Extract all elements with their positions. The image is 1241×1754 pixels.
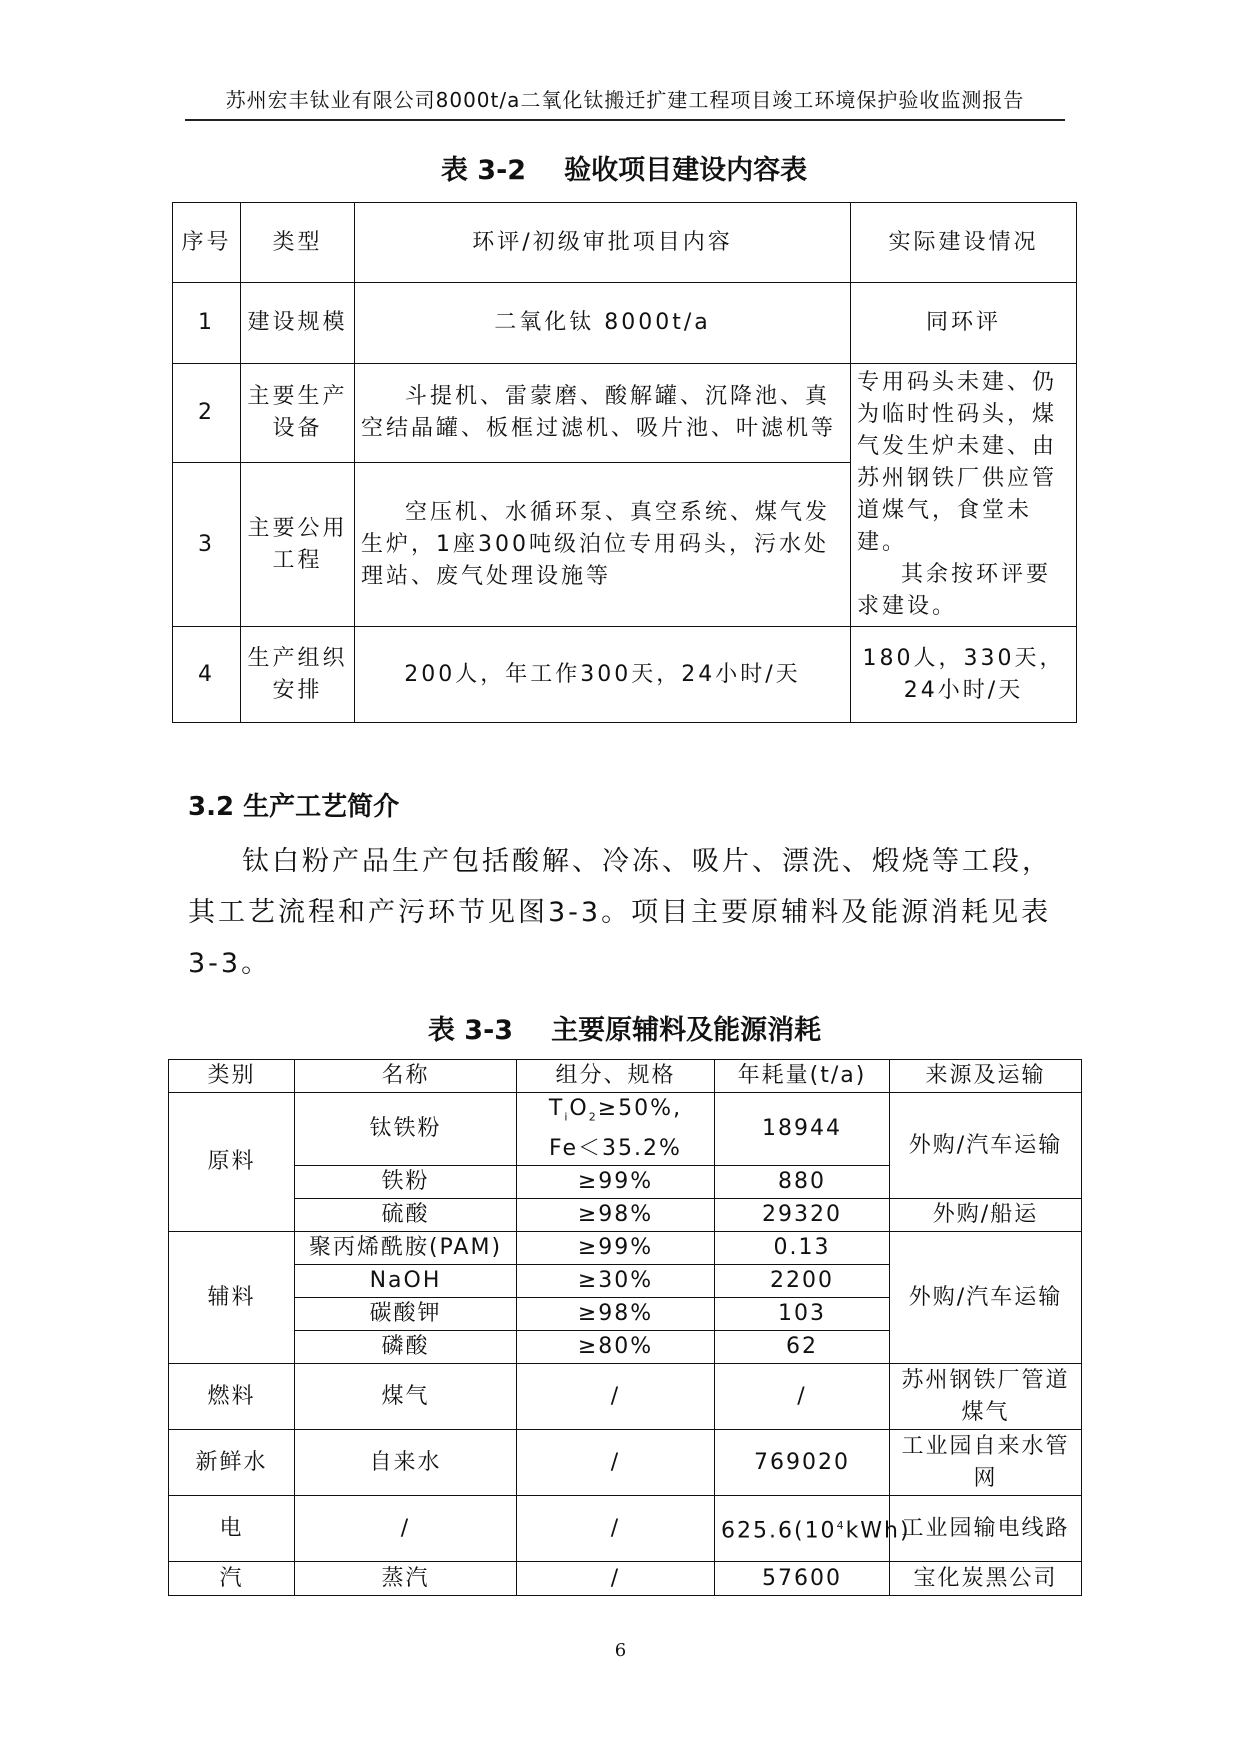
- category-raw: 原料: [169, 1093, 295, 1232]
- table-row: [173, 364, 1077, 463]
- material-name: NaOH: [295, 1265, 517, 1298]
- category: 汽: [169, 1562, 295, 1596]
- header-actual: 实际建设情况: [851, 203, 1077, 283]
- row-seq: 4: [173, 627, 241, 723]
- section-paragraph: 钛白粉产品生产包括酸解、冷冻、吸片、漂洗、煅烧等工段，其工艺流程和产污环节见图3-3。项目主要原辅料及能源消耗见表3-3。: [188, 846, 1052, 979]
- table-row: [169, 1562, 1082, 1596]
- spec-sub: 2: [588, 1110, 598, 1124]
- material-source: 工业园输电线路: [890, 1496, 1082, 1562]
- material-amount: 2200: [715, 1265, 890, 1298]
- amount-part: kWh): [845, 1518, 911, 1544]
- material-source: 工业园自来水管网: [890, 1430, 1082, 1496]
- material-name: 钛铁粉: [295, 1093, 517, 1166]
- table-header-row: [169, 1060, 1082, 1093]
- material-spec: /: [517, 1562, 715, 1596]
- spec-part: O: [569, 1096, 589, 1121]
- table-3-3-number: 表 3-3: [427, 1015, 514, 1046]
- material-spec: /: [517, 1496, 715, 1562]
- material-amount: 103: [715, 1298, 890, 1331]
- material-source: 宝化炭黑公司: [890, 1562, 1082, 1596]
- material-source: 外购/船运: [890, 1199, 1082, 1232]
- table-row: [173, 283, 1077, 364]
- header-source: 来源及运输: [890, 1060, 1082, 1093]
- material-spec: ≥98%: [517, 1298, 715, 1331]
- actual-note: 专用码头未建、仍为临时性码头，煤气发生炉未建、由苏州钢铁厂供应管道煤气，食堂未建。: [857, 370, 1058, 555]
- section-heading: 3.2 生产工艺简介: [188, 792, 400, 822]
- material-amount: 29320: [715, 1199, 890, 1232]
- row-type: 主要生产设备: [241, 364, 355, 463]
- spec-fe: Fe＜35.2%: [549, 1136, 682, 1162]
- material-amount: [715, 1496, 911, 1562]
- material-amount: 57600: [715, 1562, 890, 1596]
- table-3-3: [168, 1059, 1082, 1596]
- page-number: 6: [614, 1640, 627, 1661]
- row-actual: 180人，330天，24小时/天: [851, 627, 1077, 723]
- table-3-2-title: 验收项目建设内容表: [564, 155, 808, 186]
- row-actual-merged: [851, 364, 1077, 627]
- table-row: [169, 1199, 1082, 1232]
- source-raw: 外购/汽车运输: [890, 1093, 1082, 1199]
- row-seq: 2: [173, 364, 241, 463]
- row-content: [355, 364, 851, 463]
- row-seq: 3: [173, 463, 241, 627]
- table-3-2: [172, 202, 1077, 723]
- row-content: 二氧化钛 8000t/a: [355, 283, 851, 364]
- header-seq: 序号: [173, 203, 241, 283]
- row-seq: 1: [173, 283, 241, 364]
- material-spec: [517, 1093, 715, 1166]
- source-aux: 外购/汽车运输: [890, 1232, 1082, 1364]
- header-spec: 组分、规格: [517, 1060, 715, 1093]
- table-row: [173, 627, 1077, 723]
- material-source: 苏州钢铁厂管道煤气: [890, 1364, 1082, 1430]
- material-name: 碳酸钾: [295, 1298, 517, 1331]
- spec-part: ≥50%,: [597, 1096, 683, 1121]
- header-amount: 年耗量(t/a): [715, 1060, 890, 1093]
- material-name: 蒸汽: [295, 1562, 517, 1596]
- spec-part: T: [548, 1096, 565, 1121]
- row-content-text: 空压机、水循环泵、真空系统、煤气发生炉，1座300吨级泊位专用码头，污水处理站、废气处理设施等: [361, 499, 831, 589]
- row-content: 200人，年工作300天，24小时/天: [355, 627, 851, 723]
- table-3-3-caption: [168, 1008, 1081, 1047]
- row-type: 建设规模: [241, 283, 355, 364]
- material-name: 煤气: [295, 1364, 517, 1430]
- material-name: 自来水: [295, 1430, 517, 1496]
- table-row: [169, 1232, 1082, 1265]
- table-row: [169, 1364, 1082, 1430]
- material-spec: /: [517, 1364, 715, 1430]
- actual-note-2: 其余按环评要求建设。: [857, 562, 1052, 619]
- material-spec: ≥99%: [517, 1232, 715, 1265]
- spec-sub: i: [564, 1110, 570, 1124]
- material-amount: 769020: [715, 1430, 890, 1496]
- amount-sup: 4: [836, 1519, 846, 1533]
- material-spec: ≥99%: [517, 1166, 715, 1199]
- material-spec: ≥98%: [517, 1199, 715, 1232]
- material-name: 磷酸: [295, 1331, 517, 1364]
- table-row: [169, 1496, 1082, 1562]
- material-spec: ≥80%: [517, 1331, 715, 1364]
- table-header-row: [173, 203, 1077, 283]
- header-divider: [185, 119, 1065, 121]
- table-row: [169, 1093, 1082, 1166]
- material-amount: /: [715, 1364, 890, 1430]
- report-header: 苏州宏丰钛业有限公司8000t/a二氧化钛搬迁扩建工程项目竣工环境保护验收监测报告: [225, 88, 1025, 112]
- category-aux: 辅料: [169, 1232, 295, 1364]
- category: 新鲜水: [169, 1430, 295, 1496]
- header-type: 类型: [241, 203, 355, 283]
- table-3-2-number: 表 3-2: [440, 155, 527, 186]
- header-name: 名称: [295, 1060, 517, 1093]
- table-3-3-title: 主要原辅料及能源消耗: [551, 1015, 822, 1046]
- row-content: [355, 463, 851, 627]
- row-actual: 同环评: [851, 283, 1077, 364]
- material-name: 聚丙烯酰胺(PAM): [295, 1232, 517, 1265]
- material-name: 铁粉: [295, 1166, 517, 1199]
- table-3-2-caption: [172, 148, 1076, 187]
- amount-part: 625.6(10: [721, 1518, 837, 1544]
- row-content-text: 斗提机、雷蒙磨、酸解罐、沉降池、真空结晶罐、板框过滤机、吸片池、叶滤机等: [361, 384, 837, 441]
- material-amount: 62: [715, 1331, 890, 1364]
- header-content: 环评/初级审批项目内容: [355, 203, 851, 283]
- material-spec: /: [517, 1430, 715, 1496]
- material-spec: ≥30%: [517, 1265, 715, 1298]
- category: 电: [169, 1496, 295, 1562]
- row-type: 生产组织安排: [241, 627, 355, 723]
- material-amount: 0.13: [715, 1232, 890, 1265]
- table-row: [169, 1430, 1082, 1496]
- material-name: /: [295, 1496, 517, 1562]
- material-amount: 18944: [715, 1093, 890, 1166]
- category: 燃料: [169, 1364, 295, 1430]
- material-name: 硫酸: [295, 1199, 517, 1232]
- header-category: 类别: [169, 1060, 295, 1093]
- row-type: 主要公用工程: [241, 463, 355, 627]
- material-amount: 880: [715, 1166, 890, 1199]
